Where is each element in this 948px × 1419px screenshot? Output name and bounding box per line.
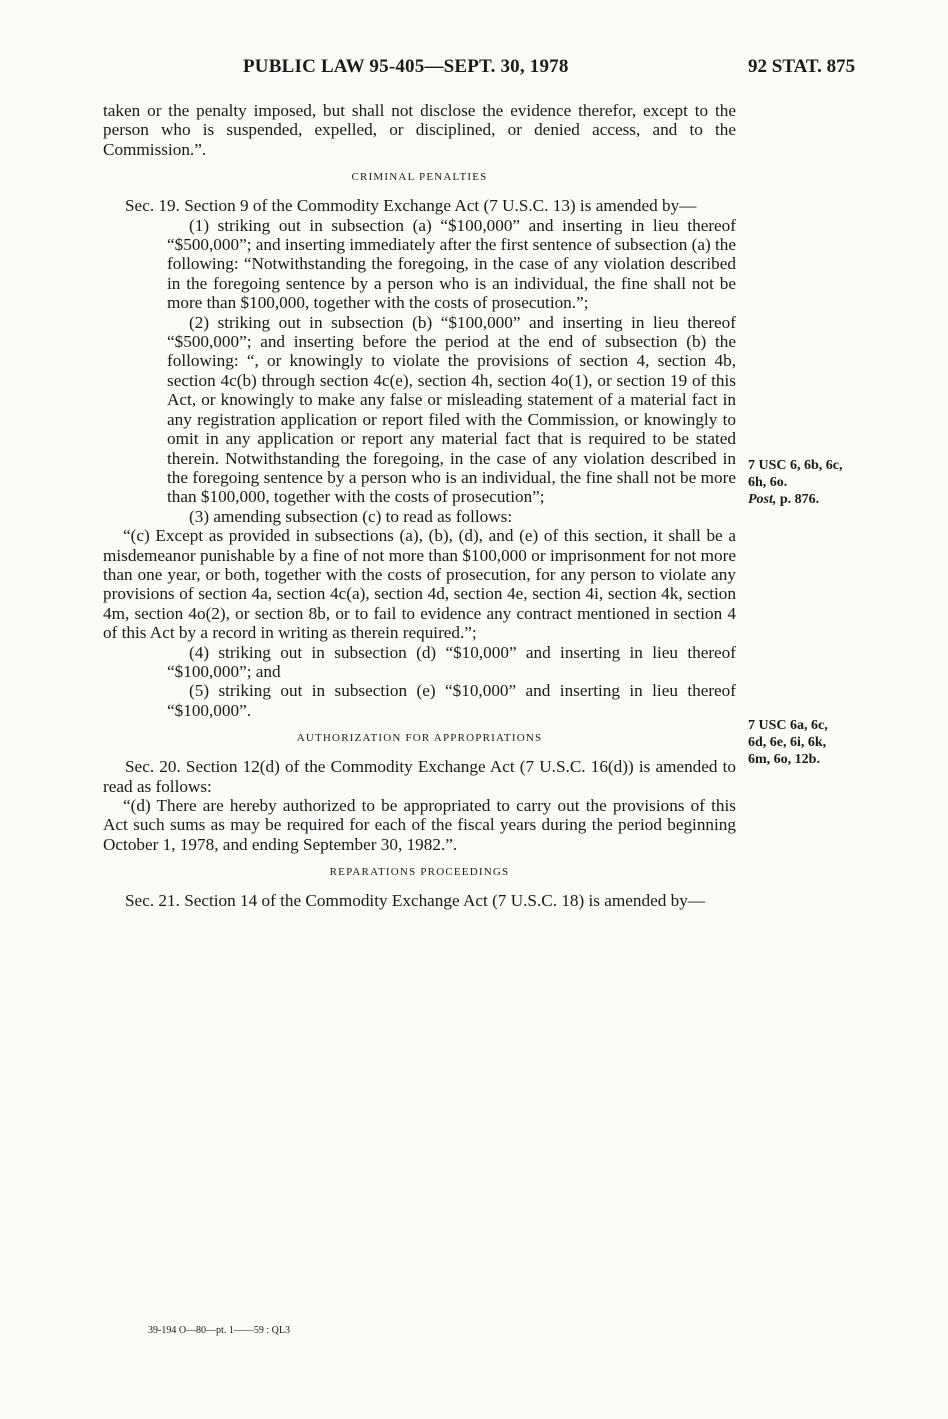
margin-note-2-line-1: 7 USC 6a, 6c, [748, 718, 828, 733]
section-19-item-5: (5) striking out in subsection (e) “$10,000” and inserting in lieu thereof “$100,000”. [167, 681, 736, 720]
page-header-stat: 92 STAT. 875 [748, 56, 856, 77]
intro-paragraph: taken or the penalty imposed, but shall not disclose the evidence therefor, except to the person who is suspended, expelled, or disciplined, or denied access, and to the Commission.”. [103, 101, 736, 159]
margin-note-1 [748, 457, 888, 508]
section-19-items [103, 216, 736, 527]
section-19-items-continued [103, 643, 736, 721]
section-19-item-3-quote: “(c) Except as provided in subsections (a), (b), (d), and (e) of this section, it shall be a misdemeanor punishable by a fine of not more than $100,000 or imprisonment for not more than one year, or both, together with the costs of prosecution, for any person to violate any provisions of section 4a, section 4c(a), section 4d, section 4e, section 4i, section 4k, section 4m, section 4o(2), or section 8b, or to fail to evidence any contract mentioned in section 4 of this Act by a record in writing as therein required.”; [103, 526, 736, 643]
margin-note-1-post: Post, [748, 492, 777, 507]
section-19-item-2: (2) striking out in subsection (b) “$100,000” and inserting in lieu thereof “$500,000”; and inserting before the period at the end of subsection (b) the following: “, or knowingly to violate the provisions of section 4, section 4b, section 4c(b) through section 4c(e), section 4h, section 4o(1), or section 19 of this Act, or knowingly to make any false or misleading statement of a material fact in any registration application or report filed with the Commission, or knowingly to omit in any application or report any material fact that is required to be stated therein. Notwithstanding the foregoing, in the case of any violation described in the foregoing sentence by a person who is an individual, the fine shall not be more than $100,000, together with the costs of prosecution”; [167, 312, 736, 507]
margin-note-1-line-2: 6h, 6o. [748, 475, 788, 490]
margin-note-2-line-3: 6m, 6o, 12b. [748, 752, 820, 767]
page-footer-code: 39-194 O—80—pt. 1——59 : QL3 [148, 1325, 290, 1336]
section-20-quote: “(d) There are hereby authorized to be appropriated to carry out the provisions of this Act such sums as may be required for each of the fiscal years during the period beginning October 1, 1978, and ending September 30, 1982.”. [103, 796, 736, 854]
heading-criminal-penalties: CRIMINAL PENALTIES [351, 171, 488, 184]
page-header-title: PUBLIC LAW 95-405—SEPT. 30, 1978 [243, 56, 569, 77]
document-body [103, 101, 736, 911]
section-19: Sec. 19. Section 9 of the Commodity Exchange Act (7 U.S.C. 13) is amended by— [125, 196, 697, 216]
heading-reparations: REPARATIONS PROCEEDINGS [329, 866, 510, 879]
section-19-item-1: (1) striking out in subsection (a) “$100,000” and inserting in lieu thereof “$500,000”; and inserting immediately after the first sentence of subsection (a) the following: “Notwithstanding the foregoing, in the case of any violation described in the foregoing sentence by a person who is an individual, the fine shall not be more than $100,000, together with the costs of prosecution.”; [167, 215, 736, 313]
margin-note-1-line-1: 7 USC 6, 6b, 6c, [748, 458, 843, 473]
margin-note-1-page: p. 876. [776, 492, 820, 507]
margin-note-1-line-3 [748, 491, 888, 508]
section-19-item-4: (4) striking out in subsection (d) “$10,000” and inserting in lieu thereof “$100,000”; and [167, 642, 736, 681]
section-20: Sec. 20. Section 12(d) of the Commodity Exchange Act (7 U.S.C. 16(d)) is amended to read as follows: [103, 757, 736, 796]
margin-note-2-line-2: 6d, 6e, 6i, 6k, [748, 735, 827, 750]
margin-note-2 [748, 717, 888, 768]
section-21: Sec. 21. Section 14 of the Commodity Exchange Act (7 U.S.C. 18) is amended by— [125, 891, 705, 911]
section-19-item-3: (3) amending subsection (c) to read as follows: [189, 506, 513, 526]
heading-authorization: AUTHORIZATION FOR APPROPRIATIONS [296, 732, 543, 745]
